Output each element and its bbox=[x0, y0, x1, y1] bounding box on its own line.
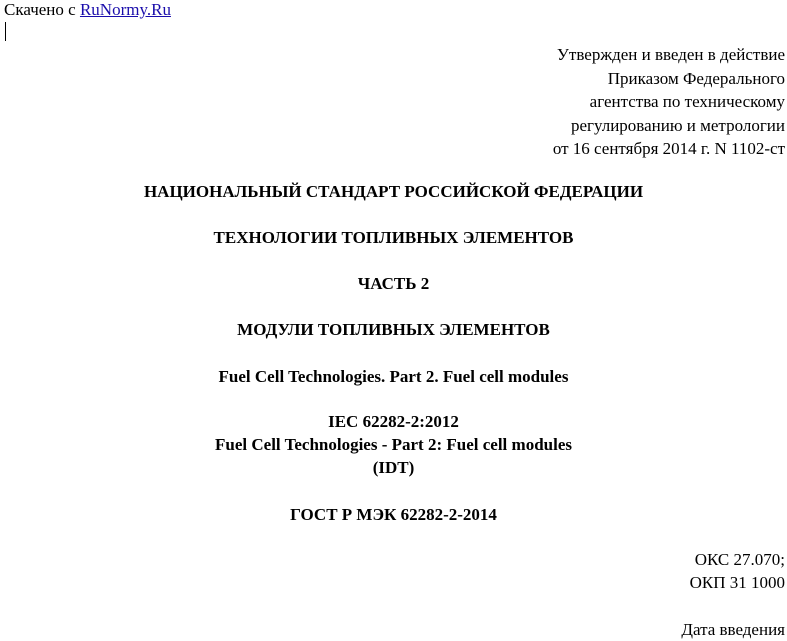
idt-label: (IDT) bbox=[372, 458, 415, 477]
approval-line: регулированию и метрологии bbox=[570, 115, 785, 135]
classification-block bbox=[690, 548, 785, 594]
approval-block bbox=[365, 43, 785, 161]
gost-designation: ГОСТ Р МЭК 62282-2-2014 bbox=[290, 505, 497, 524]
iec-number: IEC 62282-2:2012 bbox=[328, 412, 459, 431]
runormy-link[interactable]: RuNormy.Ru bbox=[79, 0, 171, 19]
approval-line: Приказом Федерального bbox=[607, 68, 785, 88]
approval-line: Утвержден и введен в действие bbox=[556, 45, 785, 64]
source-line bbox=[4, 0, 171, 20]
technology-title: ТЕХНОЛОГИИ ТОПЛИВНЫХ ЭЛЕМЕНТОВ bbox=[213, 228, 574, 247]
national-standard-title: НАЦИОНАЛЬНЫЙ СТАНДАРТ РОССИЙСКОЙ ФЕДЕРАЦИИ bbox=[143, 182, 644, 201]
iec-title: Fuel Cell Technologies - Part 2: Fuel cell modules bbox=[215, 435, 572, 454]
source-prefix: Скачено с bbox=[4, 0, 80, 19]
okp-code: ОКП 31 1000 bbox=[689, 573, 785, 592]
part-title: ЧАСТЬ 2 bbox=[357, 274, 430, 293]
subject-title: МОДУЛИ ТОПЛИВНЫХ ЭЛЕМЕНТОВ bbox=[237, 320, 550, 339]
english-title: Fuel Cell Technologies. Part 2. Fuel cell modules bbox=[218, 367, 569, 386]
intro-date-label: Дата введения bbox=[681, 620, 785, 639]
text-cursor bbox=[5, 22, 6, 41]
approval-line: от 16 сентября 2014 г. N 1102-ст bbox=[552, 139, 785, 158]
approval-line: агентства по техническому bbox=[589, 92, 785, 111]
oks-code: ОКС 27.070; bbox=[694, 550, 785, 569]
